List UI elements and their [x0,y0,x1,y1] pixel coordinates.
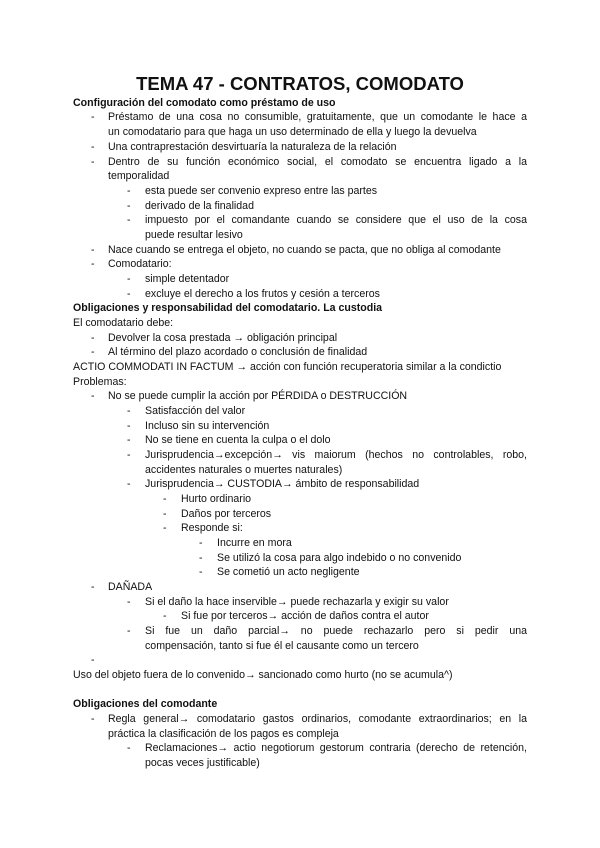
bullet-dash: - [91,581,95,593]
sub-sub-list-item: Responde si: [181,522,243,534]
sub-list-item: Jurisprudencia→ CUSTODIA→ ámbito de responsabilidad [145,478,420,490]
paragraph: ACTIO COMMODATI IN FACTUM → acción con función recuperatoria similar a la condictio [73,361,502,373]
list-item: DAÑADA [108,581,153,593]
bullet-dash: - [91,390,95,402]
level4-list-item: Incurre en mora [217,537,292,549]
list-item: Regla general→ comodatario gastos ordinarios, comodante extraordinarios; en la [108,713,527,725]
bullet-dash: - [199,566,203,578]
list-item-continuation: un comodatario para que haga un uso determinado de ella y luego la devuelva [108,126,477,138]
sub-list-item: impuesto por el comandante cuando se considere que el uso de la cosa [145,214,527,226]
bullet-dash: - [127,478,131,490]
level4-list-item: Se cometió un acto negligente [217,566,360,578]
bullet-dash: - [127,449,131,461]
sub-list-item: Satisfacción del valor [145,405,246,417]
section-heading-configuracion: Configuración del comodato como préstamo de uso [73,97,336,109]
bullet-dash: - [127,288,131,300]
sub-list-item-continuation: compensación, tanto si fue él el causante como un tercero [145,640,419,652]
list-item: No se puede cumplir la acción por PÉRDIDA o DESTRUCCIÓN [108,390,408,402]
list-item: Préstamo de una cosa no consumible, gratuitamente, que un comodante le hace a [108,111,527,123]
sub-list-item: Si el daño la hace inservible→ puede rechazarla y exigir su valor [145,596,449,608]
list-item-continuation: práctica la clasificación de los pagos es compleja [108,728,339,740]
list-item: Dentro de su función económico social, el comodato se encuentra ligado a la [108,156,527,168]
bullet-dash: - [127,420,131,432]
bullet-dash: - [163,508,167,520]
bullet-dash: - [127,214,131,226]
bullet-dash: - [127,185,131,197]
bullet-dash: - [91,111,95,123]
section-heading-obligaciones-comodatario: Obligaciones y responsabilidad del comodatario. La custodia [73,302,383,314]
sub-list-item-continuation: accidentes naturales o muertes naturales) [145,464,343,476]
bullet-dash: - [163,493,167,505]
bullet-dash: - [91,156,95,168]
sub-list-item: excluye el derecho a los frutos y cesión a terceros [145,288,380,300]
list-item: Al término del plazo acordado o conclusión de finalidad [108,346,368,358]
bullet-dash: - [199,537,203,549]
bullet-dash: - [127,434,131,446]
sub-list-item: esta puede ser convenio expreso entre las partes [145,185,378,197]
sub-list-item-continuation: pocas veces justificable) [145,757,260,769]
bullet-dash: - [163,610,167,622]
list-item: Comodatario: [108,258,172,270]
sub-list-item: derivado de la finalidad [145,200,254,212]
paragraph: Problemas: [73,376,127,388]
section-heading-obligaciones-comodante: Obligaciones del comodante [73,698,218,710]
bullet-dash: - [91,346,95,358]
bullet-dash: - [91,654,95,666]
sub-list-item: Reclamaciones→ actio negotiorum gestorum contraria (derecho de retención, [145,742,527,754]
paragraph: El comodatario debe: [73,317,174,329]
bullet-dash: - [91,258,95,270]
sub-list-item: simple detentador [145,273,230,285]
bullet-dash: - [91,713,95,725]
bullet-dash: - [127,596,131,608]
bullet-dash: - [127,625,131,637]
sub-sub-list-item: Daños por terceros [181,508,272,520]
list-item: Devolver la cosa prestada → obligación principal [108,332,338,344]
sub-list-item: No se tiene en cuenta la culpa o el dolo [145,434,331,446]
sub-sub-list-item: Hurto ordinario [181,493,252,505]
bullet-dash: - [127,200,131,212]
sub-list-item: Incluso sin su intervención [145,420,270,432]
sub-list-item-continuation: puede resultar lesivo [145,229,243,241]
paragraph: Uso del objeto fuera de lo convenido→ sancionado como hurto (no se acumula^) [73,669,453,681]
bullet-dash: - [127,742,131,754]
sub-list-item: Jurisprudencia→excepción→ vis maiorum (hechos no controlables, robo, [145,449,527,461]
sub-list-item: Si fue un daño parcial→ no puede rechazarlo pero si pedir una [145,625,527,637]
page-title: TEMA 47 - CONTRATOS, COMODATO [136,73,464,94]
sub-sub-list-item: Si fue por terceros→ acción de daños contra el autor [181,610,429,622]
bullet-dash: - [163,522,167,534]
bullet-dash: - [91,141,95,153]
bullet-dash: - [91,244,95,256]
bullet-dash: - [91,332,95,344]
bullet-dash: - [127,273,131,285]
bullet-dash: - [199,552,203,564]
bullet-dash: - [127,405,131,417]
list-item: Una contraprestación desvirtuaría la naturaleza de la relación [108,141,397,153]
level4-list-item: Se utilizó la cosa para algo indebido o no convenido [217,552,462,564]
list-item-continuation: temporalidad [108,170,170,182]
list-item: Nace cuando se entrega el objeto, no cuando se pacta, que no obliga al comodante [108,244,501,256]
